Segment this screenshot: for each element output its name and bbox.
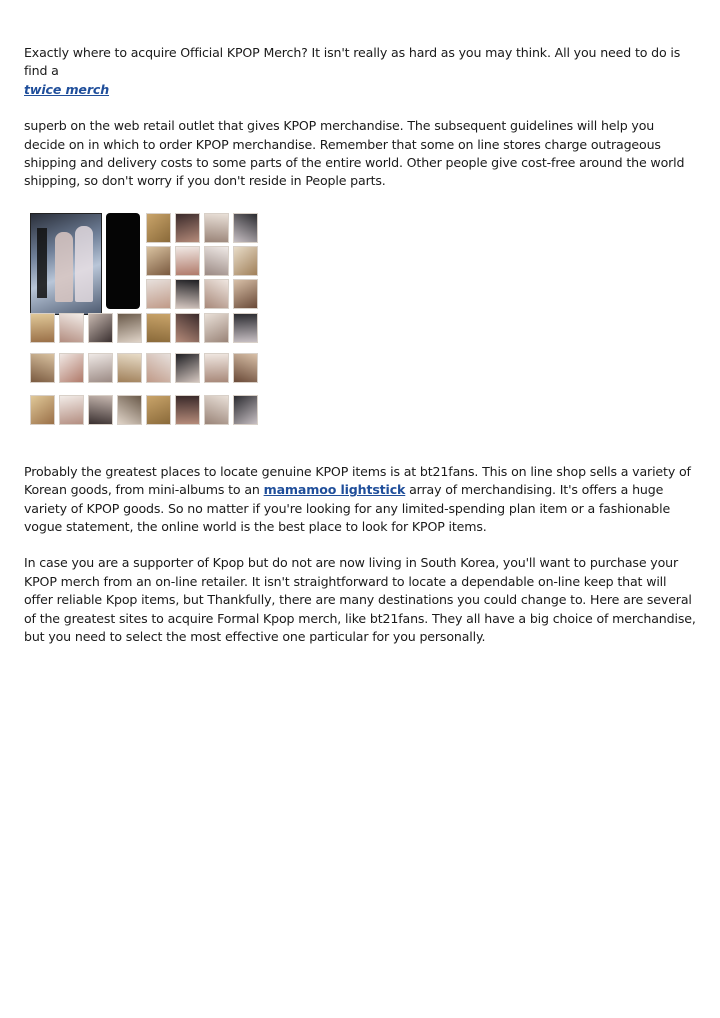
photocard [88, 395, 113, 425]
paragraph-bt21fans-after: array of merchandising. It's offers a huge variety of KPOP goods. So no matter if you're looking for any limited-spending plan item or a fashionable vogue statement, the online world is the best place to look for KPOP items. [24, 482, 671, 535]
box-figure-left [55, 232, 73, 302]
photocard [59, 313, 84, 343]
article-body [24, 44, 698, 647]
photocard [204, 246, 229, 276]
photocard [233, 313, 258, 343]
photocard [233, 279, 258, 309]
photocard [30, 353, 55, 383]
photocard [204, 279, 229, 309]
box-spine [37, 228, 47, 298]
box-figure-right [75, 226, 93, 302]
photocard [88, 313, 113, 343]
paragraph-bt21fans [24, 463, 698, 537]
photocard [175, 353, 200, 383]
paragraph-online-retailer: In case you are a supporter of Kpop but do not are now living in South Korea, you'll want to purchase your KPOP merch from an on-line retailer. It isn't straightforward to locate a dependable on-line keep that will offer reliable Kpop items, but Thankfully, there are many destinations you could change to. Here are several of the greatest sites to acquire Formal Kpop merch, like bt21fans. They all have a big choice of merchandise, but you need to select the most effective one particular for you personally. [24, 555, 696, 645]
photocard [233, 246, 258, 276]
photocard [88, 353, 113, 383]
photocard [233, 213, 258, 243]
photocard [59, 353, 84, 383]
photocard [59, 395, 84, 425]
photocard [175, 313, 200, 343]
photocard [233, 395, 258, 425]
photocard [175, 279, 200, 309]
paragraph-intro-text: Exactly where to acquire Official KPOP Merch? It isn't really as hard as you may think. All you need to do is find a [24, 45, 681, 79]
photocard [146, 353, 171, 383]
photocard [146, 395, 171, 425]
photocard [175, 395, 200, 425]
photocard [117, 313, 142, 343]
paragraph-bt21fans-before: Probably the greatest places to locate genuine KPOP items is at bt21fans. This on line shop sells a variety of Korean goods, from mini-albums to an [24, 463, 691, 498]
twice-merch-link[interactable]: twice merch [24, 81, 110, 97]
photocard [204, 313, 229, 343]
photocard [146, 246, 171, 276]
paragraph-shipping: superb on the web retail outlet that gives KPOP merchandise. The subsequent guidelines will help you decide on in which to order KPOP merchandise. Remember that some on line stores charge outrageous shipping and delivery costs to some parts of the entire world. Other people give cost-free around the world shipping, so don't worry if you don't reside in People parts. [24, 118, 685, 189]
photocard [146, 313, 171, 343]
mamamoo-lightstick-link[interactable]: mamamoo lightstick [263, 482, 406, 498]
photocard-box [30, 213, 102, 315]
photocard [117, 353, 142, 383]
photocard [233, 353, 258, 383]
photocard [146, 213, 171, 243]
photocard [204, 353, 229, 383]
photocard [30, 395, 55, 425]
photocard [117, 395, 142, 425]
photocard [146, 279, 171, 309]
photocard [175, 213, 200, 243]
photocard [204, 395, 229, 425]
photocard [175, 246, 200, 276]
kpop-photocard-product-image [26, 213, 266, 445]
photocard [204, 213, 229, 243]
paragraph-intro [24, 44, 698, 99]
storage-tube [106, 213, 140, 309]
photocard [30, 313, 55, 343]
